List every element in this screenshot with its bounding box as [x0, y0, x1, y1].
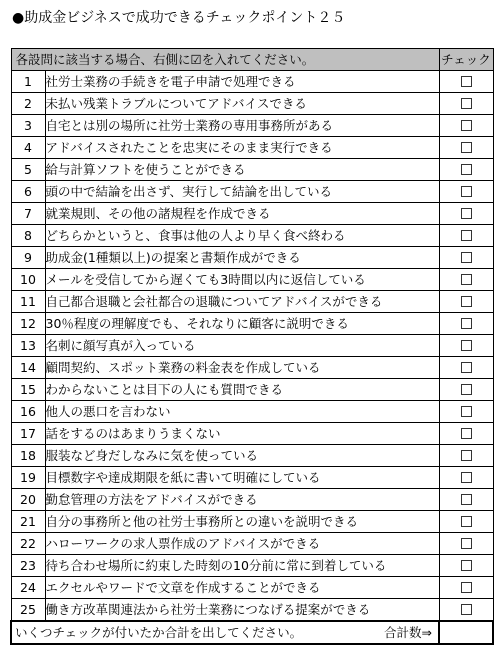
item-check-cell[interactable] — [439, 137, 493, 159]
item-question: どちらかというと、食事は他の人より早く食べ終わる — [45, 225, 439, 247]
checkbox[interactable] — [461, 252, 472, 263]
checklist-row — [11, 401, 493, 423]
checklist-row — [11, 489, 493, 511]
checklist-row — [11, 533, 493, 555]
item-check-cell[interactable] — [439, 93, 493, 115]
item-number: 16 — [11, 401, 45, 423]
item-question: 勤怠管理の方法をアドバイスができる — [45, 489, 439, 511]
item-number: 1 — [11, 71, 45, 93]
item-question: 自分の事務所と他の社労士事務所との違いを説明できる — [45, 511, 439, 533]
item-question: メールを受信してから遅くても3時間以内に返信している — [45, 269, 439, 291]
item-check-cell[interactable] — [439, 269, 493, 291]
checkbox[interactable] — [461, 142, 472, 153]
checkbox[interactable] — [461, 538, 472, 549]
item-check-cell[interactable] — [439, 577, 493, 599]
item-check-cell[interactable] — [439, 203, 493, 225]
item-number: 3 — [11, 115, 45, 137]
checkbox[interactable] — [461, 362, 472, 373]
question-header: 各設問に該当する場合、右側に☑を入れてください。 — [11, 49, 439, 71]
item-question: 目標数字や達成期限を紙に書いて明確にしている — [45, 467, 439, 489]
item-question: 未払い残業トラブルについてアドバイスできる — [45, 93, 439, 115]
item-check-cell[interactable] — [439, 225, 493, 247]
header-row — [11, 49, 493, 71]
checkbox[interactable] — [461, 472, 472, 483]
checklist-row — [11, 247, 493, 269]
item-check-cell[interactable] — [439, 533, 493, 555]
total-label: 合計数⇒ — [384, 625, 432, 640]
item-check-cell[interactable] — [439, 247, 493, 269]
total-row — [11, 621, 493, 644]
item-question: ハローワークの求人票作成のアドバイスができる — [45, 533, 439, 555]
item-number: 7 — [11, 203, 45, 225]
checklist-row — [11, 511, 493, 533]
checkbox[interactable] — [461, 340, 472, 351]
item-number: 20 — [11, 489, 45, 511]
item-check-cell[interactable] — [439, 291, 493, 313]
item-question: 給与計算ソフトを使うことができる — [45, 159, 439, 181]
checklist-row — [11, 467, 493, 489]
item-number: 5 — [11, 159, 45, 181]
item-number: 25 — [11, 599, 45, 622]
checklist-row — [11, 71, 493, 93]
checklist-row — [11, 599, 493, 622]
checklist-row — [11, 269, 493, 291]
item-check-cell[interactable] — [439, 489, 493, 511]
checklist-row — [11, 137, 493, 159]
item-number: 22 — [11, 533, 45, 555]
checklist-row — [11, 379, 493, 401]
item-question: 他人の悪口を言わない — [45, 401, 439, 423]
item-check-cell[interactable] — [439, 159, 493, 181]
checkbox[interactable] — [461, 98, 472, 109]
item-number: 15 — [11, 379, 45, 401]
item-number: 4 — [11, 137, 45, 159]
checklist-row — [11, 445, 493, 467]
item-question: わからないことは目下の人にも質問できる — [45, 379, 439, 401]
item-number: 21 — [11, 511, 45, 533]
item-question: エクセルやワードで文章を作成することができる — [45, 577, 439, 599]
item-question: 話をするのはあまりうまくない — [45, 423, 439, 445]
checklist-row — [11, 181, 493, 203]
item-question: 服装など身だしなみに気を使っている — [45, 445, 439, 467]
item-number: 12 — [11, 313, 45, 335]
item-number: 18 — [11, 445, 45, 467]
item-number: 17 — [11, 423, 45, 445]
checkbox[interactable] — [461, 582, 472, 593]
item-check-cell[interactable] — [439, 181, 493, 203]
item-check-cell[interactable] — [439, 335, 493, 357]
item-number: 23 — [11, 555, 45, 577]
item-check-cell[interactable] — [439, 379, 493, 401]
checkbox[interactable] — [461, 384, 472, 395]
item-question: 自宅とは別の場所に社労士業務の専用事務所がある — [45, 115, 439, 137]
item-number: 8 — [11, 225, 45, 247]
item-check-cell[interactable] — [439, 511, 493, 533]
checkbox[interactable] — [461, 494, 472, 505]
item-number: 11 — [11, 291, 45, 313]
item-question: 名刺に顔写真が入っている — [45, 335, 439, 357]
checklist-row — [11, 115, 493, 137]
checkbox[interactable] — [461, 186, 472, 197]
item-question: 顧問契約、スポット業務の料金表を作成している — [45, 357, 439, 379]
item-number: 19 — [11, 467, 45, 489]
check-header: チェック — [439, 49, 493, 71]
checkbox[interactable] — [461, 120, 472, 131]
item-number: 14 — [11, 357, 45, 379]
item-number: 2 — [11, 93, 45, 115]
checkbox[interactable] — [461, 230, 472, 241]
item-question: 社労士業務の手続きを電子申請で処理できる — [45, 71, 439, 93]
item-question: 30％程度の理解度でも、それなりに顧客に説明できる — [45, 313, 439, 335]
checklist-row — [11, 577, 493, 599]
checkbox[interactable] — [461, 604, 472, 615]
item-question: 働き方改革関連法から社労士業務につなげる提案ができる — [45, 599, 439, 622]
item-question: 就業規則、その他の諸規程を作成できる — [45, 203, 439, 225]
item-question: 助成金(1種類以上)の提案と書類作成ができる — [45, 247, 439, 269]
checkbox[interactable] — [461, 450, 472, 461]
checkbox[interactable] — [461, 318, 472, 329]
item-question: 待ち合わせ場所に約束した時刻の10分前に常に到着している — [45, 555, 439, 577]
checkbox[interactable] — [461, 560, 472, 571]
checklist-row — [11, 423, 493, 445]
page-title: ●助成金ビジネスで成功できるチェックポイント２５ — [12, 10, 346, 26]
total-instruction-cell — [11, 621, 439, 644]
checklist-row — [11, 93, 493, 115]
checkbox[interactable] — [461, 208, 472, 219]
item-check-cell[interactable] — [439, 313, 493, 335]
checklist-row — [11, 291, 493, 313]
checklist-row — [11, 313, 493, 335]
item-check-cell[interactable] — [439, 423, 493, 445]
item-question: 自己都合退職と会社都合の退職についてアドバイスができる — [45, 291, 439, 313]
checkbox[interactable] — [461, 428, 472, 439]
checklist-row — [11, 335, 493, 357]
checklist-table — [10, 48, 494, 645]
item-check-cell[interactable] — [439, 555, 493, 577]
checkbox[interactable] — [461, 76, 472, 87]
checkbox[interactable] — [461, 406, 472, 417]
checkbox[interactable] — [461, 164, 472, 175]
checkbox[interactable] — [461, 516, 472, 527]
item-check-cell[interactable] — [439, 467, 493, 489]
item-number: 10 — [11, 269, 45, 291]
item-check-cell[interactable] — [439, 71, 493, 93]
item-check-cell[interactable] — [439, 599, 493, 622]
checklist-row — [11, 555, 493, 577]
item-check-cell[interactable] — [439, 445, 493, 467]
checklist-row — [11, 225, 493, 247]
checkbox[interactable] — [461, 274, 472, 285]
item-check-cell[interactable] — [439, 401, 493, 423]
checklist-row — [11, 159, 493, 181]
item-number: 24 — [11, 577, 45, 599]
total-instruction: いくつチェックが付いたか合計を出してください。 — [15, 625, 303, 640]
item-number: 9 — [11, 247, 45, 269]
item-question: 頭の中で結論を出さず、実行して結論を出している — [45, 181, 439, 203]
checkbox[interactable] — [461, 296, 472, 307]
item-number: 13 — [11, 335, 45, 357]
item-check-cell[interactable] — [439, 357, 493, 379]
checklist-row — [11, 357, 493, 379]
checklist-row — [11, 203, 493, 225]
item-number: 6 — [11, 181, 45, 203]
item-question: アドバイスされたことを忠実にそのまま実行できる — [45, 137, 439, 159]
total-value-cell[interactable] — [439, 621, 493, 644]
item-check-cell[interactable] — [439, 115, 493, 137]
